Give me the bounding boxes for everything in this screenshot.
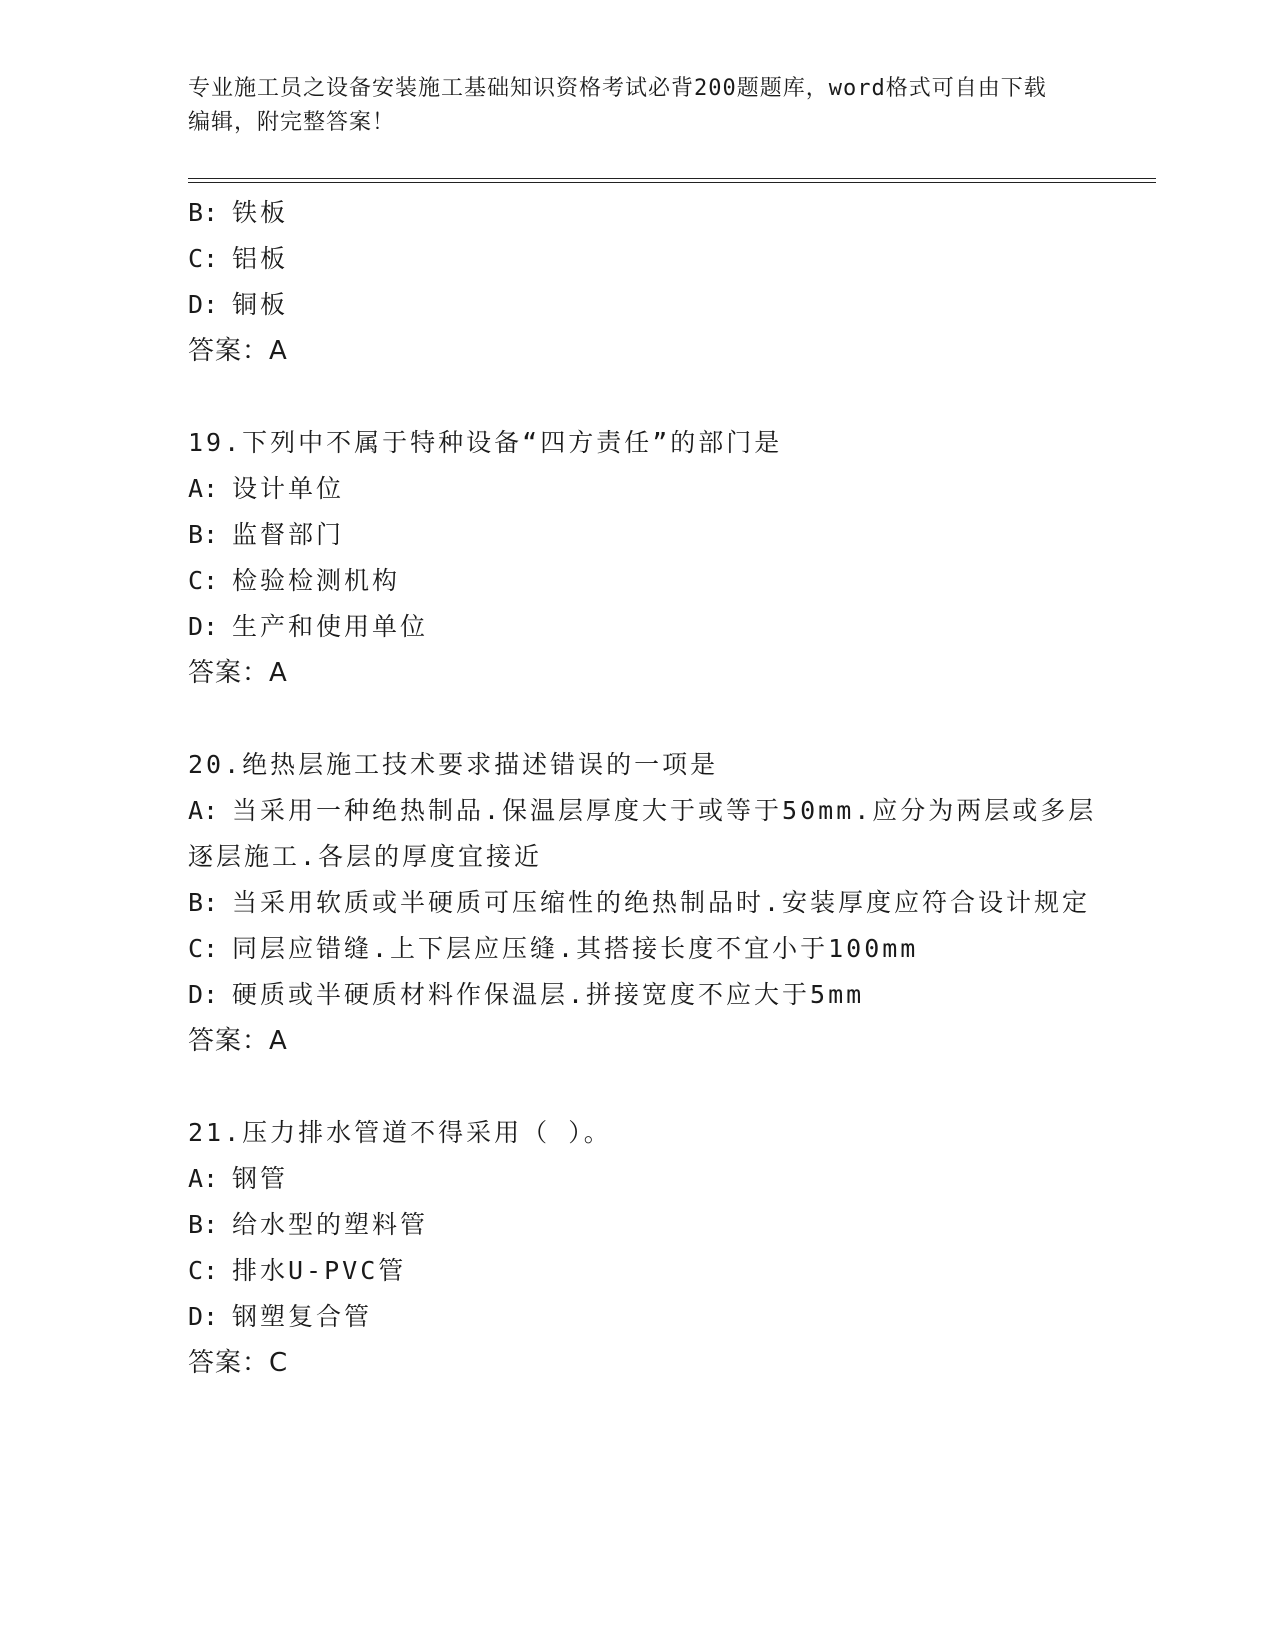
option-b: B: 给水型的塑料管 [188, 1210, 429, 1239]
header-divider [188, 178, 1156, 183]
answer-line: 答案：A [188, 336, 288, 366]
question-list [188, 190, 1108, 1386]
answer-line: 答案：C [188, 1348, 289, 1378]
question-stem: 20.绝热层施工技术要求描述错误的一项是 [188, 750, 719, 779]
option-a: A: 设计单位 [188, 474, 345, 503]
option-c: C: 同层应错缝.上下层应压缝.其搭接长度不宜小于100mm [188, 934, 919, 963]
question-21 [188, 1110, 1108, 1386]
option-d: D: 硬质或半硬质材料作保温层.拼接宽度不应大于5mm [188, 980, 865, 1009]
answer-line: 答案：A [188, 658, 288, 688]
option-b: B: 铁板 [188, 198, 289, 227]
option-a: A: 钢管 [188, 1164, 289, 1193]
option-d: D: 钢塑复合管 [188, 1302, 373, 1331]
spacer [188, 1064, 1108, 1110]
document-header: 专业施工员之设备安装施工基础知识资格考试必背200题题库，word格式可自由下载编辑，附完整答案！ [188, 76, 1047, 135]
option-d: D: 生产和使用单位 [188, 612, 429, 641]
spacer [188, 696, 1108, 742]
question-19 [188, 420, 1108, 696]
option-b: B: 监督部门 [188, 520, 345, 549]
option-c: C: 铝板 [188, 244, 289, 273]
option-a: A: 当采用一种绝热制品.保温层厚度大于或等于50mm.应分为两层或多层逐层施工.各层的厚度宜接近 [188, 796, 1097, 871]
option-c: C: 排水U-PVC管 [188, 1256, 407, 1285]
question-20 [188, 742, 1108, 1064]
option-d: D: 铜板 [188, 290, 289, 319]
question-stem: 21.压力排水管道不得采用（ ）。 [188, 1118, 612, 1147]
question-stem: 19.下列中不属于特种设备“四方责任”的部门是 [188, 428, 783, 457]
answer-line: 答案：A [188, 1026, 288, 1056]
option-c: C: 检验检测机构 [188, 566, 401, 595]
spacer [188, 374, 1108, 420]
option-b: B: 当采用软质或半硬质可压缩性的绝热制品时.安装厚度应符合设计规定 [188, 888, 1091, 917]
question-18-continued [188, 190, 1108, 374]
